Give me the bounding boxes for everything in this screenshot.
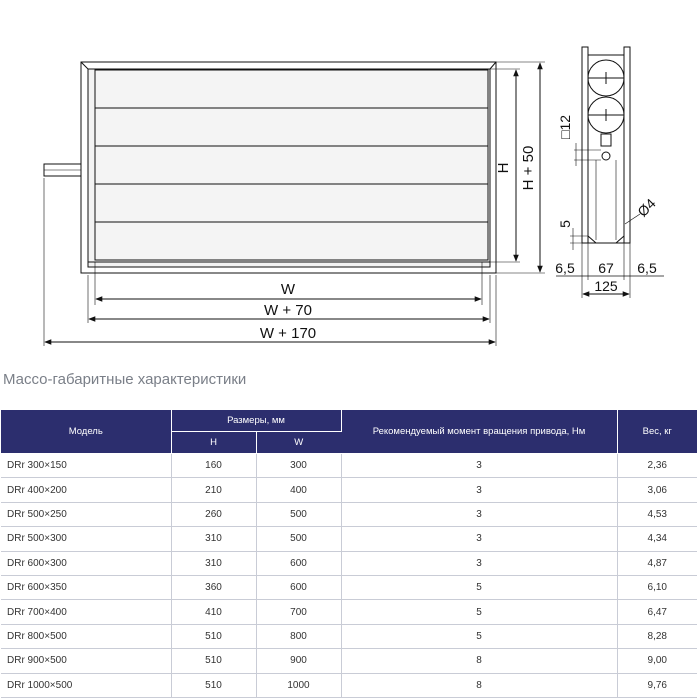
damper-blades [95,70,488,260]
dim-label-125: 125 [594,278,618,294]
header-model: Модель [1,410,171,454]
torque-cell: 3 [341,454,617,478]
dim-label-w70: W + 70 [264,302,312,319]
weight-cell: 4,53 [617,502,697,526]
w-cell: 500 [256,502,341,526]
weight-cell: 8,28 [617,624,697,648]
h-cell: 310 [171,551,256,575]
w-cell: 700 [256,600,341,624]
torque-cell: 3 [341,551,617,575]
weight-cell: 4,34 [617,527,697,551]
model-cell: DRr 600×300 [1,551,171,575]
section-title: Массо-габаритные характеристики [3,371,247,388]
weight-cell: 4,87 [617,551,697,575]
model-cell: DRr 900×500 [1,649,171,673]
torque-cell: 5 [341,624,617,648]
dim-label-6-5-right: 6,5 [637,260,657,276]
model-cell: DRr 800×500 [1,624,171,648]
h-cell: 260 [171,502,256,526]
model-cell: DRr 300×150 [1,454,171,478]
table-body [1,454,697,698]
table-row [1,527,697,551]
torque-cell: 5 [341,600,617,624]
torque-cell: 3 [341,527,617,551]
h-cell: 160 [171,454,256,478]
h-cell: 510 [171,649,256,673]
torque-cell: 8 [341,673,617,697]
weight-cell: 6,47 [617,600,697,624]
w-cell: 1000 [256,673,341,697]
dim-label-d4: Ø4 [634,195,659,220]
header-h: H [171,432,256,454]
w-cell: 500 [256,527,341,551]
weight-cell: 6,10 [617,575,697,599]
dim-label-h: H [495,162,512,174]
w-cell: 300 [256,454,341,478]
model-cell: DRr 1000×500 [1,673,171,697]
table-row [1,502,697,526]
h-cell: 360 [171,575,256,599]
header-w: W [256,432,341,454]
dim-label-w170: W + 170 [259,325,317,342]
header-weight: Вес, кг [617,410,697,454]
header-sizes: Размеры, мм [171,410,341,432]
h-cell: 510 [171,673,256,697]
w-cell: 400 [256,478,341,502]
table-row [1,454,697,478]
model-cell: DRr 500×250 [1,502,171,526]
table-row [1,673,697,697]
specs-table [1,410,697,698]
w-cell: 900 [256,649,341,673]
torque-cell: 5 [341,575,617,599]
torque-cell: 8 [341,649,617,673]
header-torque: Рекомендуемый момент вращения привода, Нм [341,410,617,454]
table-row [1,478,697,502]
torque-cell: 3 [341,478,617,502]
h-cell: 410 [171,600,256,624]
dim-label-5: 5 [557,220,573,228]
dim-label-w: W [280,281,296,298]
h-cell: 310 [171,527,256,551]
h-cell: 210 [171,478,256,502]
torque-cell: 3 [341,502,617,526]
dim-label-12: □12 [557,114,573,140]
model-cell: DRr 400×200 [1,478,171,502]
table-row [1,600,697,624]
weight-cell: 9,00 [617,649,697,673]
table-row [1,624,697,648]
dim-label-67: 67 [598,260,614,276]
model-cell: DRr 500×300 [1,527,171,551]
model-cell: DRr 600×350 [1,575,171,599]
table-row [1,649,697,673]
h-cell: 510 [171,624,256,648]
weight-cell: 2,36 [617,454,697,478]
w-cell: 600 [256,575,341,599]
table-row [1,575,697,599]
weight-cell: 3,06 [617,478,697,502]
dim-label-6-5-left: 6,5 [555,260,575,276]
w-cell: 600 [256,551,341,575]
weight-cell: 9,76 [617,673,697,697]
table-row [1,551,697,575]
dim-label-h50: H + 50 [520,145,537,191]
w-cell: 800 [256,624,341,648]
model-cell: DRr 700×400 [1,600,171,624]
